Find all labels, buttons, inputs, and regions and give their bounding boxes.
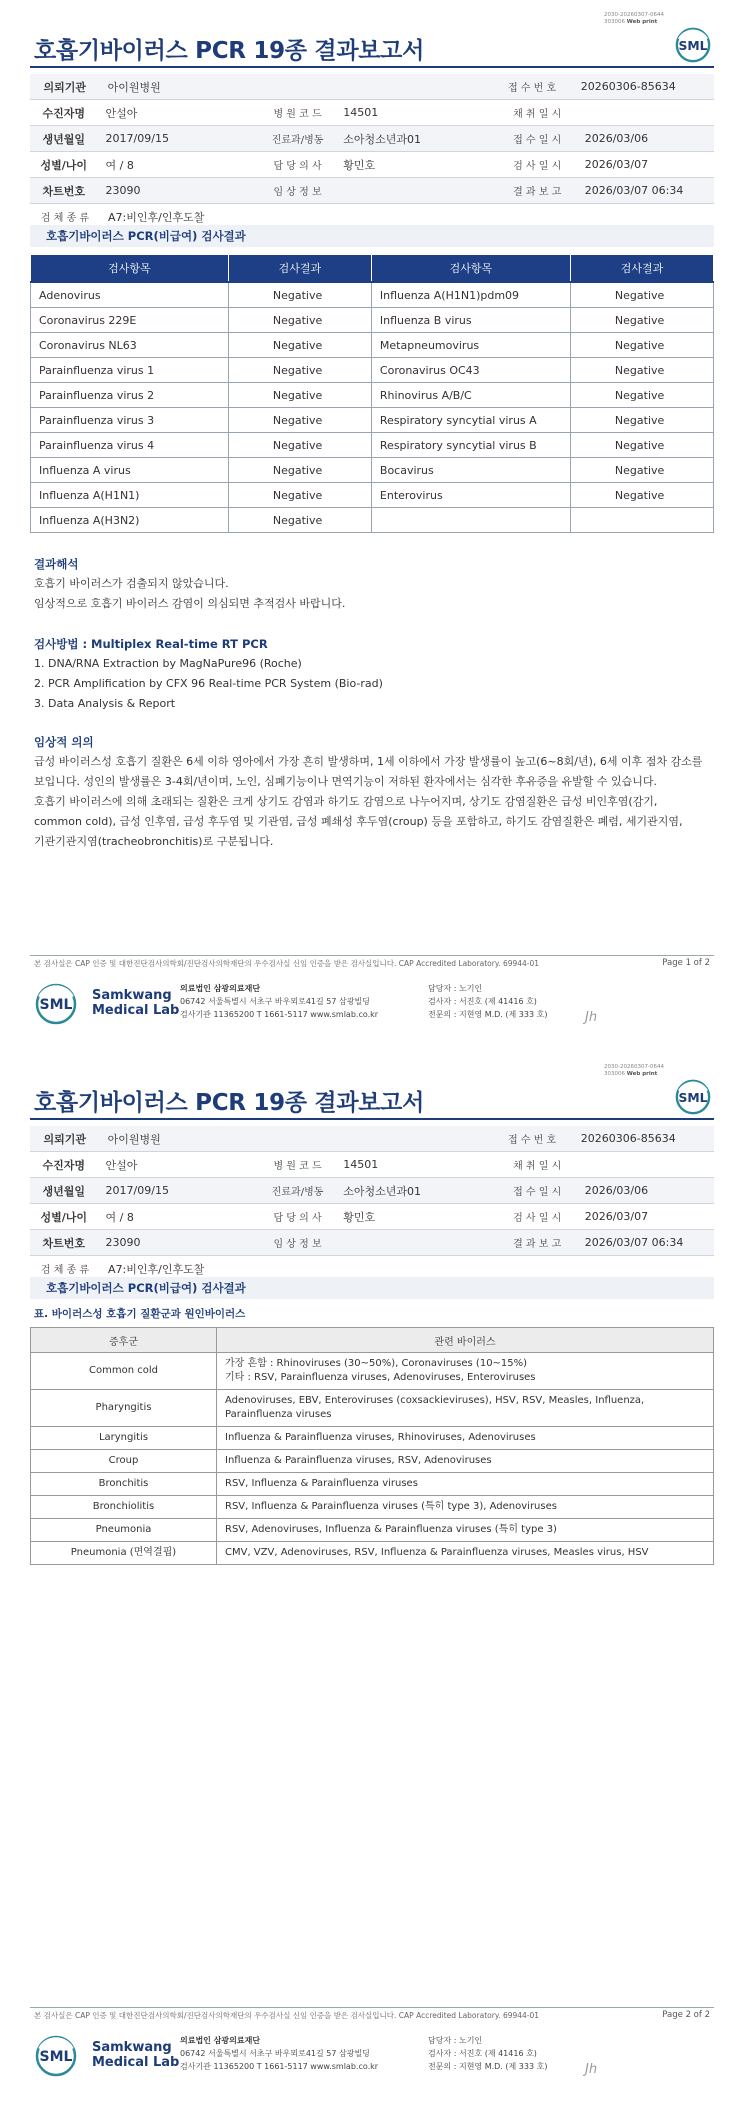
- method-block: 검사방법 : Multiplex Real-time RT PCR 1. DNA/RNA Extraction by MagNaPure96 (Roche) 2. PCR Amplification by CFX 96 Real-time PCR System (Bio-rad) 3. Data Analysis & Report: [34, 637, 383, 710]
- table-row: Pharyngitis Adenoviruses, EBV, Enteroviruses (coxsackieviruses), HSV, RSV, Measles, Influenza, Parainfluenza viruses: [31, 1390, 714, 1427]
- table-row: Pneumonia (면역결핍) CMV, VZV, Adenoviruses, RSV, Influenza & Parainfluenza viruses, Measles virus, HSV: [31, 1542, 714, 1565]
- foundation-info: 의료법인 삼광의료재단 06742 서울특별시 서초구 바우뫼로41길 57 삼광빌딩 검사기관 11365200 T 1661-5117 www.smlab.co.kr: [180, 2036, 379, 2071]
- svg-text:SML: SML: [39, 2049, 73, 2065]
- print-stamp: 2030-20260307-0644 303006 Web print: [604, 1064, 664, 1077]
- table-row: Coronavirus NL63 Negative Metapneumovirus Negative: [31, 333, 714, 358]
- table-row: Common cold 가장 흔함 : Rhinoviruses (30~50%), Coronaviruses (10~15%) 기타 : RSV, Parainfluenza viruses, Adenoviruses, Enteroviruses: [31, 1353, 714, 1390]
- info-row: 검 체 종 류 A7:비인후/인후도찰: [30, 204, 714, 230]
- info-row: 차트번호 23090 임 상 정 보 결 과 보 고 2026/03/07 06:34: [30, 1230, 714, 1256]
- info-row: 수진자명 안설아 병 원 코 드 14501 채 취 일 시: [30, 100, 714, 126]
- results-table: [30, 254, 714, 533]
- info-row: 수진자명 안설아 병 원 코 드 14501 채 취 일 시: [30, 1152, 714, 1178]
- staff-info: 담당자 : 노기인 검사자 : 서진호 (제 41416 호) 전문의 : 지현영 M.D. (제 333 호): [428, 2036, 548, 2071]
- staff-info: 담당자 : 노기인 검사자 : 서진호 (제 41416 호) 전문의 : 지현영 M.D. (제 333 호): [428, 984, 548, 1019]
- table-row: Croup Influenza & Parainfluenza viruses, RSV, Adenoviruses: [31, 1450, 714, 1473]
- patient-info-table: [30, 74, 714, 230]
- table-row: Parainfluenza virus 2 Negative Rhinovirus A/B/C Negative: [31, 383, 714, 408]
- foundation-info: 의료법인 삼광의료재단 06742 서울특별시 서초구 바우뫼로41길 57 삼광빌딩 검사기관 11365200 T 1661-5117 www.smlab.co.kr: [180, 984, 379, 1019]
- table-row: Bronchiolitis RSV, Influenza & Parainfluenza viruses (특히 type 3), Adenoviruses: [31, 1496, 714, 1519]
- lab-name: Samkwang Medical Lab: [92, 2040, 180, 2070]
- table-row: Laryngitis Influenza & Parainfluenza viruses, Rhinoviruses, Adenoviruses: [31, 1427, 714, 1450]
- info-row: 차트번호 23090 임 상 정 보 결 과 보 고 2026/03/07 06:34: [30, 178, 714, 204]
- interpretation-block: 결과해석 호흡기 바이러스가 검출되지 않았습니다. 임상적으로 호흡기 바이러스 감염이 의심되면 추적검사 바랍니다.: [34, 557, 346, 610]
- signature: Jh: [585, 1010, 598, 1025]
- table-row: Parainfluenza virus 3 Negative Respiratory syncytial virus A Negative: [31, 408, 714, 433]
- svg-text:SML: SML: [678, 38, 708, 53]
- table-row: Influenza A(H3N2) Negative: [31, 508, 714, 533]
- svg-text:SML: SML: [678, 1090, 708, 1105]
- section-title: 호흡기바이러스 PCR(비급여) 검사결과: [30, 1277, 714, 1299]
- report-title: 호흡기바이러스 PCR 19종 결과보고서: [34, 38, 425, 64]
- sml-logo: [674, 1078, 712, 1116]
- footer-divider: [30, 955, 714, 956]
- disease-table-caption: 표. 바이러스성 호흡기 질환군과 원인바이러스: [34, 1308, 246, 1320]
- table-row: Pneumonia RSV, Adenoviruses, Influenza & Parainfluenza viruses (특히 type 3): [31, 1519, 714, 1542]
- page-number: Page 1 of 2: [662, 958, 710, 968]
- disease-table: [30, 1327, 714, 1565]
- sml-footer-logo: [34, 982, 78, 1026]
- page-number: Page 2 of 2: [662, 2010, 710, 2020]
- info-row: 의뢰기관 아이원병원 접 수 번 호 20260306-85634: [30, 1126, 714, 1152]
- table-row: Influenza A(H1N1) Negative Enterovirus Negative: [31, 483, 714, 508]
- table-row: Parainfluenza virus 1 Negative Coronavirus OC43 Negative: [31, 358, 714, 383]
- info-row: 성별/나이 여 / 8 담 당 의 사 황민호 검 사 일 시 2026/03/07: [30, 1204, 714, 1230]
- print-stamp: 2030-20260307-0644 303006 Web print: [604, 12, 664, 25]
- info-row: 의뢰기관 아이원병원 접 수 번 호 20260306-85634: [30, 74, 714, 100]
- svg-text:SML: SML: [39, 997, 73, 1013]
- sml-logo: [674, 26, 712, 64]
- footer-divider: [30, 2007, 714, 2008]
- table-row: Adenovirus Negative Influenza A(H1N1)pdm09 Negative: [31, 282, 714, 308]
- sml-footer-logo: [34, 2034, 78, 2078]
- table-row: Coronavirus 229E Negative Influenza B virus Negative: [31, 308, 714, 333]
- accreditation-note: 본 검사실은 CAP 인증 및 대한진단검사의학회/진단검사의학재단의 우수검사실 신임 인증을 받은 검사실입니다. CAP Accredited Laboratory. 69944-01: [34, 959, 540, 968]
- title-divider: [30, 1118, 714, 1120]
- disease-header-row: 증후군 관련 바이러스: [31, 1328, 714, 1353]
- table-row: Influenza A virus Negative Bocavirus Negative: [31, 458, 714, 483]
- lab-name: Samkwang Medical Lab: [92, 988, 180, 1018]
- signature: Jh: [585, 2062, 598, 2077]
- report-title: 호흡기바이러스 PCR 19종 결과보고서: [34, 1090, 425, 1116]
- section-title: 호흡기바이러스 PCR(비급여) 검사결과: [30, 225, 714, 247]
- clinical-block: 임상적 의의 급성 바이러스성 호흡기 질환은 6세 이하 영아에서 가장 흔히 발생하며, 1세 이하에서 가장 발생률이 높고(6~8회/년), 6세 이후 점차 감소를 보입니다. 성인의 발생률은 3-4회/년이며, 노인, 심폐기능이나 면역기능이 저하된 환자에서는 심각한 후유증을 유발할 수 있습니다. 호흡기 바이러스에 의해 초래되는 질환은 크게 상기도 감염과 하기도 감염으로 나누어지며, 상기도 감염질환은 급성 비인후염(감기, common cold), 급성 인후염, 급성 후두염 및 기관염, 급성 폐쇄성 후두염(croup) 등을 포함하고, 하기도 감염질환은 폐렴, 세기관지염, 기관기관지염(tracheobronchitis)로 구분됩니다.: [34, 735, 703, 848]
- table-row: Bronchitis RSV, Influenza & Parainfluenza viruses: [31, 1473, 714, 1496]
- table-row: Parainfluenza virus 4 Negative Respiratory syncytial virus B Negative: [31, 433, 714, 458]
- patient-info-table: [30, 1126, 714, 1282]
- report-page-2: [0, 1052, 744, 2104]
- info-row: 생년월일 2017/09/15 진료과/병동 소아청소년과01 접 수 일 시 2026/03/06: [30, 1178, 714, 1204]
- results-header-row: 검사항목 검사결과 검사항목 검사결과: [31, 255, 714, 283]
- title-divider: [30, 66, 714, 68]
- info-row: 성별/나이 여 / 8 담 당 의 사 황민호 검 사 일 시 2026/03/07: [30, 152, 714, 178]
- info-row: 생년월일 2017/09/15 진료과/병동 소아청소년과01 접 수 일 시 2026/03/06: [30, 126, 714, 152]
- info-row: 검 체 종 류 A7:비인후/인후도찰: [30, 1256, 714, 1282]
- accreditation-note: 본 검사실은 CAP 인증 및 대한진단검사의학회/진단검사의학재단의 우수검사실 신임 인증을 받은 검사실입니다. CAP Accredited Laboratory. 69944-01: [34, 2011, 540, 2020]
